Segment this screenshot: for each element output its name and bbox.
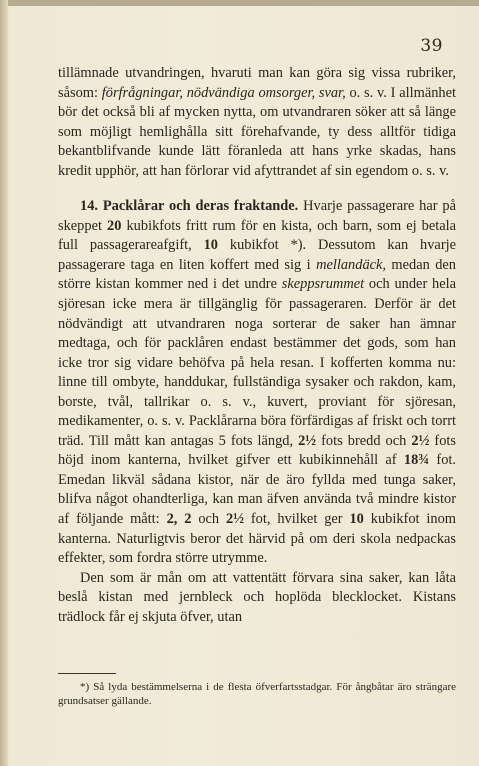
text-run: kubikfots fritt rum för en kista, och barn, som ej betala full passagerareafgift, xyxy=(58,217,457,254)
italic-phrase: skeppsrummet xyxy=(281,276,365,293)
text-run: och under hela sjöresan icke mera är tillgänglig för passageraren. Derför är det nödvändigt att utvandraren noga sorterar de saker han ämnar medtaga, och för packlåren endast bestämmer det gods, som han icke tror sig vidare behöfva på hela resan. I kofferten komma nu: linne till ombyte, handdukar, fullständiga sysaker och rakdon, kam, borste, tvål, tallrikar o. s. v., kuvert, proviant för sjöresan, medikamenter, o. s. v. Packlårarna böra förfärdigas af friskt och torrt träd. Till mått kan antagas 5 fots längd, xyxy=(58,276,456,449)
bold-number: 2½ xyxy=(298,432,317,449)
text-run: fots bredd och xyxy=(316,432,412,449)
text-run: medan den större kistan kommer ned i det undre xyxy=(58,256,456,293)
bold-number: 10 xyxy=(203,237,218,254)
paragraph-waterproofing xyxy=(58,569,456,628)
bold-number: 2½ xyxy=(226,511,244,528)
text-run: o. s. v. I allmänhet bör det också bli af mycken nytta, om utvandraren söker att så länge som möjligt hemlighålla sitt förehafvande, ty dess alltför tidiga bekantblifvande kunde lätt föranleda att hans yrke skadas, hans kredit upphör, att han förlorar vid afyttrandet af sin egendom o. s. v. xyxy=(58,84,456,179)
footnote: *) Så lyda bestämmelserna i de flesta öfverfartsstadgar. För ångbåtar äro strängare grundsatser gällande. xyxy=(58,681,456,707)
text-run: Den som är mån om att vattentätt förvara sina saker, kan låta beslå kistan med jernbleck och hoplöda blecklocket. Kistans trädlock får ej skjuta öfver, utan xyxy=(58,569,456,625)
text-run: Hvarje passagerare har på skeppet xyxy=(58,198,456,234)
text-run: fot. Emedan likväl sådana kistor, när de äro fyllda med tunga saker, blifva något ohandterliga, kan man äfven använda två mindre kistor af följande mått: xyxy=(58,452,456,528)
section-heading: 14. Packlårar och deras fraktande. xyxy=(80,198,299,215)
footnote-divider xyxy=(58,673,116,674)
page-number: 39 xyxy=(420,36,443,56)
text-run: kubikfot *). Dessutom kan hvarje passagerare taga en liten koffert med sig i xyxy=(58,237,456,273)
page-binding-edge xyxy=(0,0,8,766)
text-run: fots höjd inom kanterna, hvilket gifver ett kubikinnehåll af xyxy=(58,432,456,469)
page-top-edge xyxy=(0,0,479,6)
text-run: kubikfot inom kanterna. Naturligtvis beror det härvid på om deri skola nedpackas effekter, som fordra större utrymme. xyxy=(58,511,456,567)
text-run: tillämnade utvandringen, hvaruti man kan göra sig vissa rubriker, såsom: xyxy=(58,65,456,101)
paragraph-packing-crates xyxy=(58,197,456,568)
italic-phrase: förfrågningar, nödvändiga omsorger, svar, xyxy=(101,84,346,101)
text-run: fot, hvilket ger xyxy=(244,511,350,528)
text-run: och xyxy=(191,511,226,528)
italic-phrase: mellandäck, xyxy=(316,256,387,273)
bold-number: 18¾ xyxy=(403,452,430,469)
body-text xyxy=(58,64,456,627)
bold-number: 20 xyxy=(107,217,122,234)
bold-number: 10 xyxy=(349,511,364,528)
bold-number: 2, 2 xyxy=(166,511,192,528)
bold-number: 2½ xyxy=(411,432,430,449)
paragraph-emigration-preparation xyxy=(58,64,456,181)
